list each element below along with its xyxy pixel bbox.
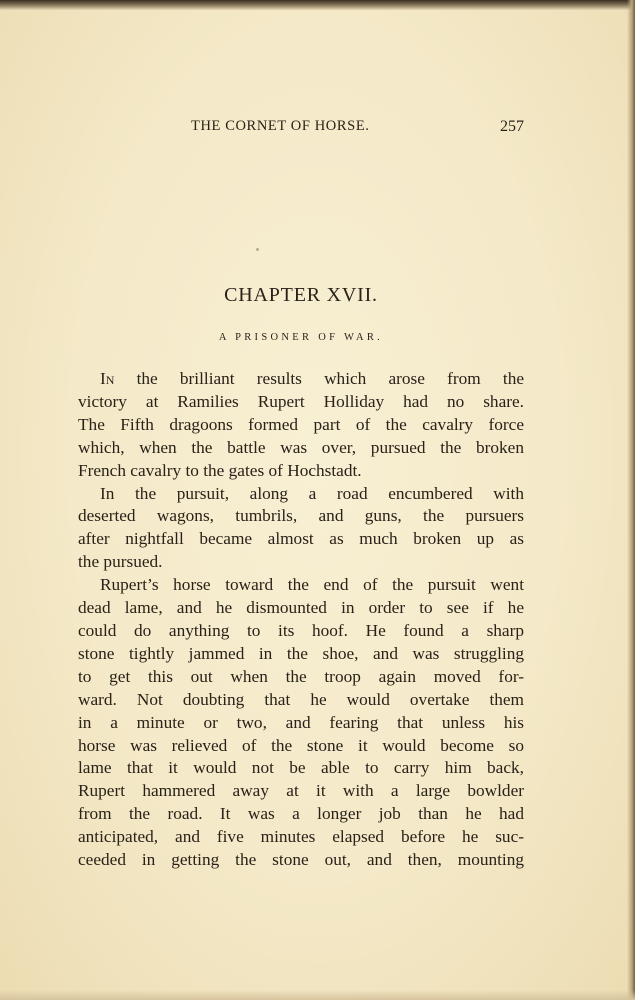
text-line: deserted wagons, tumbrils, and guns, the pursuers bbox=[78, 506, 524, 526]
text-line: could do anything to its hoof. He found a sharp bbox=[78, 620, 524, 640]
text-line: Rupert’s horse toward the end of the pursuit went bbox=[100, 575, 524, 595]
text-line-content: the brilliant results which arose from the bbox=[136, 369, 525, 388]
paragraph-1 bbox=[78, 368, 524, 483]
page-top-edge bbox=[0, 0, 635, 10]
running-title: THE CORNET OF HORSE. bbox=[191, 118, 370, 134]
text-line: In the pursuit, along a road encumbered with bbox=[100, 483, 524, 503]
text-line: after nightfall became almost as much broken up as bbox=[78, 529, 524, 549]
text-line: anticipated, and five minutes elapsed before he suc- bbox=[78, 827, 524, 847]
running-head bbox=[78, 118, 524, 138]
paragraph-lead: In bbox=[100, 369, 115, 388]
text-line: French cavalry to the gates of Hochstadt. bbox=[78, 460, 362, 480]
page-number: 257 bbox=[500, 118, 524, 135]
text-line: stone tightly jammed in the shoe, and was struggling bbox=[78, 643, 524, 663]
text-line: the pursued. bbox=[78, 552, 163, 572]
text-line: The Fifth dragoons formed part of the cavalry force bbox=[78, 414, 524, 434]
text-line: dead lame, and he dismounted in order to see if he bbox=[78, 598, 524, 618]
paragraph-2 bbox=[78, 483, 524, 575]
text-line: horse was relieved of the stone it would become so bbox=[78, 735, 524, 755]
text-line: ward. Not doubting that he would overtake them bbox=[78, 689, 524, 709]
page-right-edge bbox=[627, 0, 635, 1000]
text-line: ceeded in getting the stone out, and then, mounting bbox=[78, 850, 524, 870]
text-line: in a minute or two, and fearing that unless his bbox=[78, 712, 524, 732]
print-speck bbox=[256, 248, 259, 251]
text-line: which, when the battle was over, pursued the broken bbox=[78, 437, 524, 457]
text-line bbox=[78, 368, 524, 391]
body-text bbox=[78, 368, 524, 872]
page-bottom-edge bbox=[0, 990, 635, 1000]
paragraph-3 bbox=[78, 574, 524, 872]
text-line: lame that it would not be able to carry him back, bbox=[78, 758, 524, 778]
text-line: Rupert hammered away at it with a large bowlder bbox=[78, 781, 524, 801]
text-line: to get this out when the troop again moved for- bbox=[78, 666, 524, 686]
text-line: from the road. It was a longer job than he had bbox=[78, 804, 524, 824]
chapter-title: CHAPTER XVII. bbox=[224, 284, 378, 306]
chapter-subtitle: A PRISONER OF WAR. bbox=[218, 332, 384, 343]
text-line: victory at Ramilies Rupert Holliday had no share. bbox=[78, 391, 524, 411]
